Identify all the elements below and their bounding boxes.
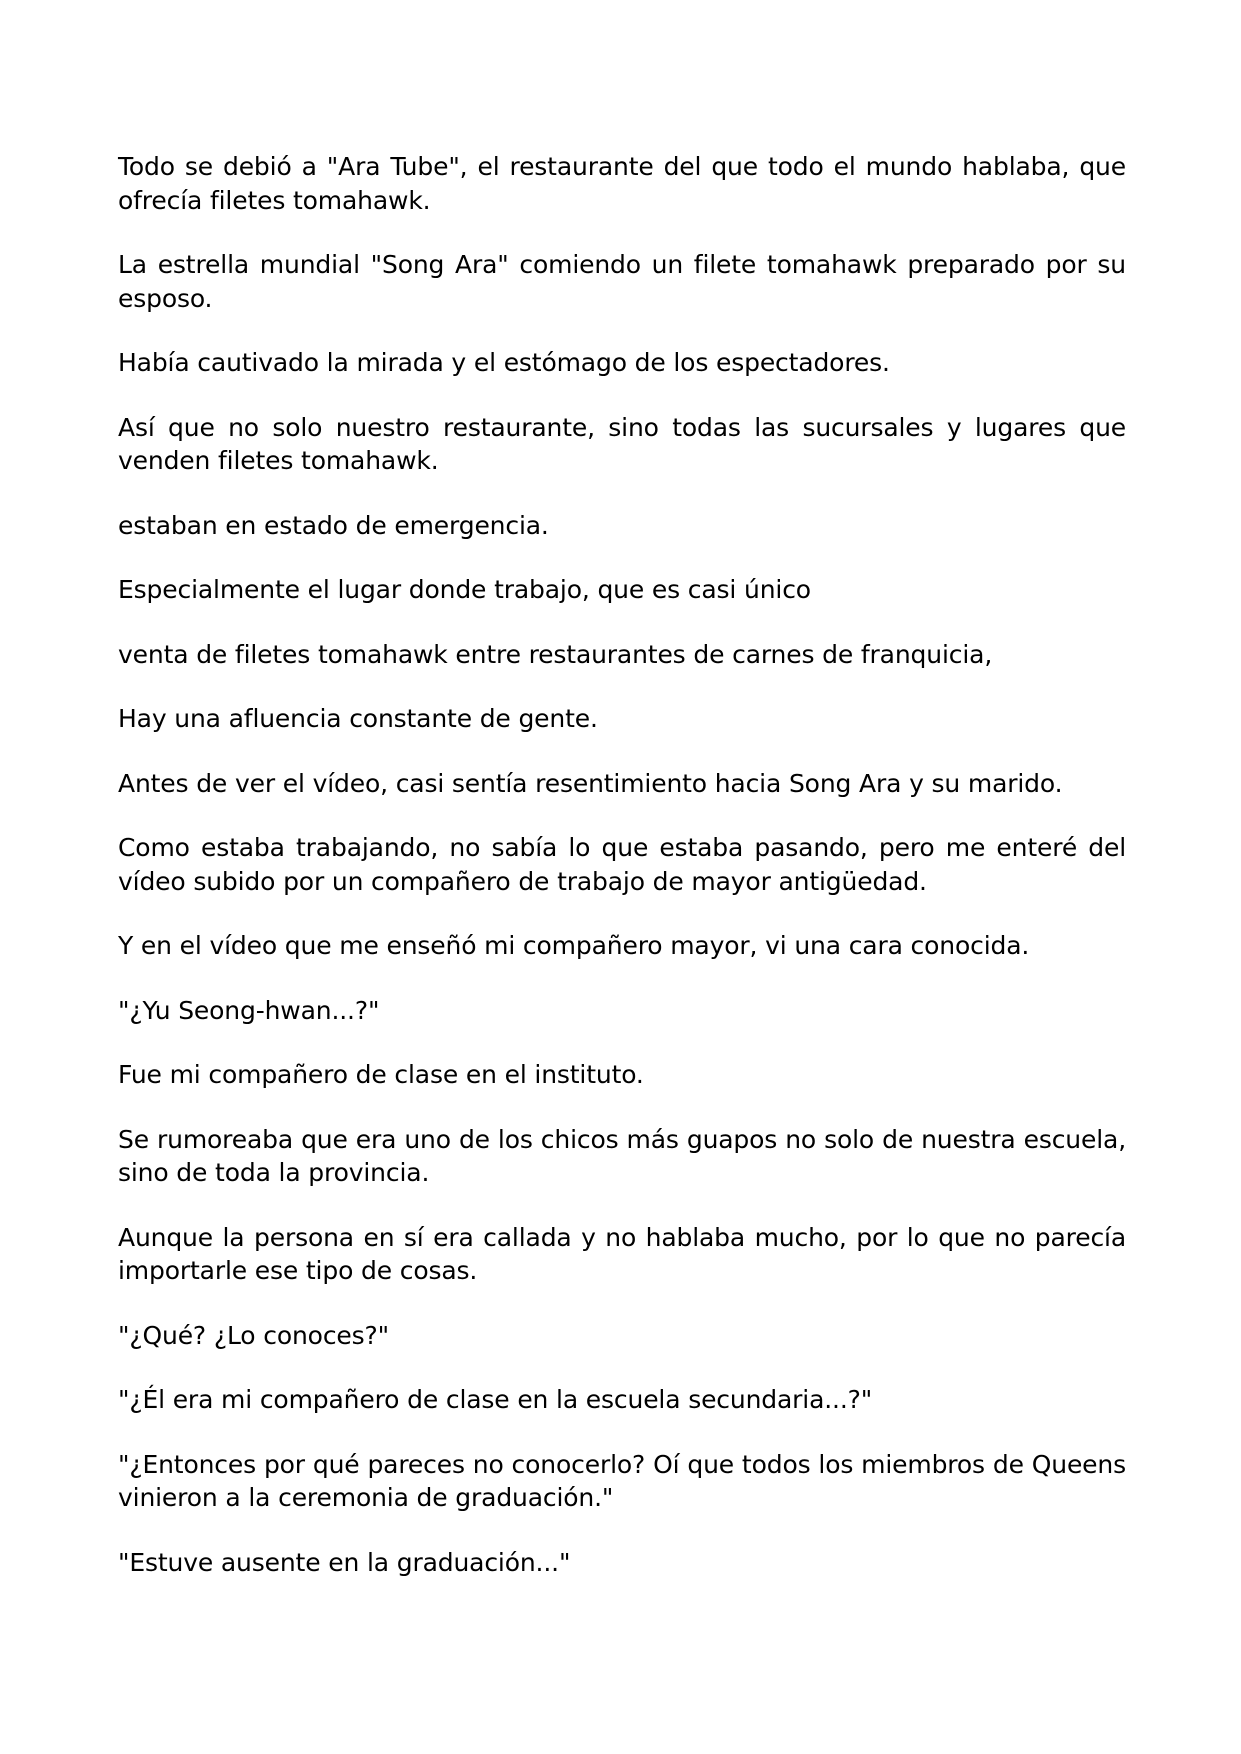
paragraph-1: Todo se debió a "Ara Tube", el restaurante del que todo el mundo hablaba, que ofrecía filetes tomahawk.	[118, 152, 1126, 215]
paragraph-14: Se rumoreaba que era uno de los chicos más guapos no solo de nuestra escuela, sino de toda la provincia.	[118, 1124, 1126, 1187]
paragraph-2: La estrella mundial "Song Ara" comiendo un filete tomahawk preparado por su esposo.	[118, 250, 1126, 313]
paragraph-6: Especialmente el lugar donde trabajo, que es casi único	[118, 575, 811, 604]
document-body	[118, 150, 1126, 1579]
paragraph-15: Aunque la persona en sí era callada y no hablaba mucho, por lo que no parecía importarle ese tipo de cosas.	[118, 1222, 1126, 1285]
paragraph-16: "¿Qué? ¿Lo conoces?"	[118, 1320, 389, 1350]
paragraph-10: Como estaba trabajando, no sabía lo que estaba pasando, pero me enteré del vídeo subido por un compañero de trabajo de mayor antigüedad.	[118, 833, 1126, 896]
paragraph-11: Y en el vídeo que me enseñó mi compañero mayor, vi una cara conocida.	[118, 931, 1030, 960]
paragraph-19: "Estuve ausente en la graduación..."	[118, 1547, 571, 1577]
paragraph-12: "¿Yu Seong-hwan...?"	[118, 995, 380, 1025]
paragraph-5: estaban en estado de emergencia.	[118, 510, 549, 540]
paragraph-9: Antes de ver el vídeo, casi sentía resentimiento hacia Song Ara y su marido.	[118, 768, 1063, 798]
paragraph-18: "¿Entonces por qué pareces no conocerlo? Oí que todos los miembros de Queens vinieron a la ceremonia de graduación."	[118, 1449, 1126, 1512]
paragraph-13: Fue mi compañero de clase en el instituto.	[118, 1060, 644, 1089]
paragraph-4: Así que no solo nuestro restaurante, sino todas las sucursales y lugares que venden filetes tomahawk.	[118, 412, 1126, 475]
paragraph-17: "¿Él era mi compañero de clase en la escuela secundaria...?"	[118, 1385, 873, 1414]
paragraph-7: venta de filetes tomahawk entre restaurantes de carnes de franquicia,	[118, 639, 993, 669]
paragraph-3: Había cautivado la mirada y el estómago de los espectadores.	[118, 348, 890, 377]
paragraph-8: Hay una afluencia constante de gente.	[118, 704, 598, 733]
